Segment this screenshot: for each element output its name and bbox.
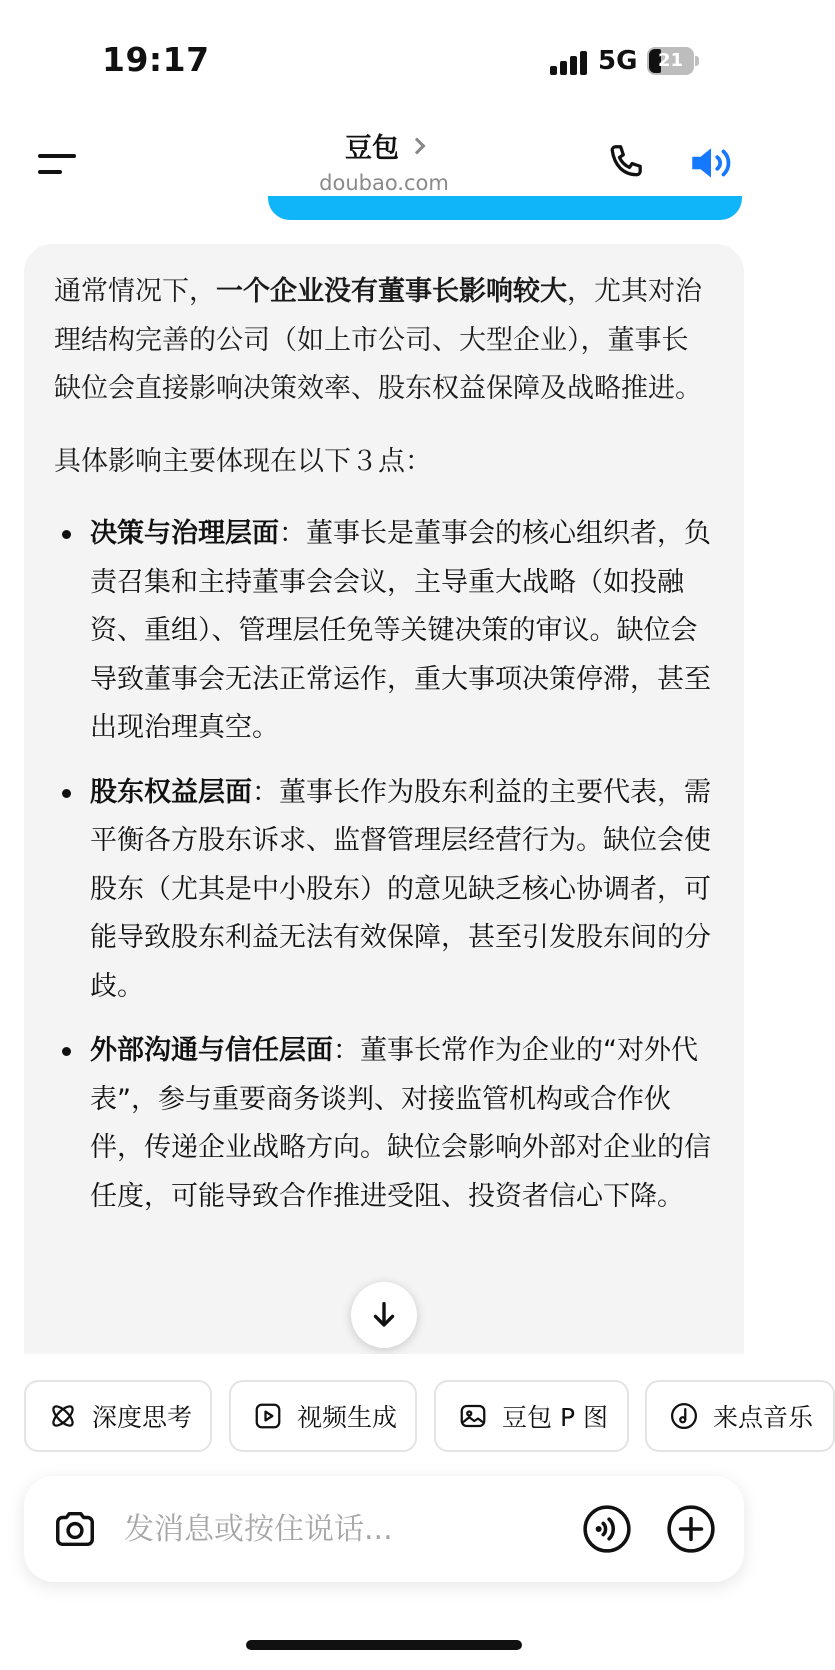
chip-music[interactable] <box>645 1380 835 1452</box>
signal-icon <box>550 51 588 75</box>
list-item: 股东权益层面：董事长作为股东利益的主要代表，需平衡各方股东诉求、监督管理层经营行为。缺位会使股东（尤其是中小股东）的意见缺乏核心协调者，可能导致股东利益无法有效保障，甚至引发股东间的分歧。 <box>54 769 714 1012</box>
chip-video[interactable] <box>229 1380 417 1452</box>
camera-icon[interactable] <box>52 1506 98 1552</box>
assistant-message <box>24 244 744 1354</box>
battery-level: 21 <box>657 50 684 71</box>
deep-think-icon <box>48 1401 78 1431</box>
phone-icon[interactable] <box>603 140 649 186</box>
chip-label: 豆包 P 图 <box>502 1403 608 1432</box>
quick-actions-bar <box>0 1354 814 1470</box>
message-input[interactable] <box>124 1502 564 1556</box>
message-lead: 具体影响主要体现在以下３点： <box>54 445 432 477</box>
header-title-group[interactable] <box>0 126 768 195</box>
chip-label: 来点音乐 <box>713 1403 814 1432</box>
page-subtitle: doubao.com <box>319 171 449 195</box>
status-time: 19:17 <box>102 40 210 79</box>
message-intro: 通常情况下，一个企业没有董事长影响较大，尤其对治理结构完善的公司（如上市公司、大型企业），董事长缺位会直接影响决策效率、股东权益保障及战略推进。 <box>54 276 702 404</box>
chip-deep-think[interactable] <box>24 1380 212 1452</box>
voice-call-icon[interactable] <box>582 1504 632 1554</box>
chip-image-edit[interactable] <box>434 1380 629 1452</box>
message-composer <box>24 1476 744 1582</box>
plus-icon[interactable] <box>666 1504 716 1554</box>
chevron-right-icon <box>409 137 426 154</box>
bullet-list <box>54 510 714 1221</box>
list-item: 外部沟通与信任层面：董事长常作为企业的“对外代表”，参与重要商务谈判、对接监管机构或合作伙伴，传递企业战略方向。缺位会影响外部对企业的信任度，可能导致合作推进受阻、投资者信心下降。 <box>54 1027 714 1221</box>
status-bar <box>0 0 768 120</box>
page-title: 豆包 <box>345 133 399 164</box>
image-edit-icon <box>458 1401 488 1431</box>
music-note-icon <box>669 1401 699 1431</box>
chip-label: 视频生成 <box>297 1403 398 1432</box>
user-message-bubble[interactable] <box>268 196 742 220</box>
video-play-icon <box>253 1401 283 1431</box>
network-label: 5G <box>598 46 638 76</box>
arrow-down-icon <box>367 1298 401 1332</box>
scroll-to-bottom-button[interactable] <box>351 1282 417 1348</box>
chip-label: 深度思考 <box>92 1403 193 1432</box>
home-indicator <box>246 1640 522 1650</box>
list-item: 决策与治理层面：董事长是董事会的核心组织者，负责召集和主持董事会会议，主导重大战略（如投融资、重组）、管理层任免等关键决策的审议。缺位会导致董事会无法正常运作，重大事项决策停滞，甚至出现治理真空。 <box>54 510 714 753</box>
battery-icon <box>647 47 699 75</box>
speaker-icon[interactable] <box>686 138 736 188</box>
